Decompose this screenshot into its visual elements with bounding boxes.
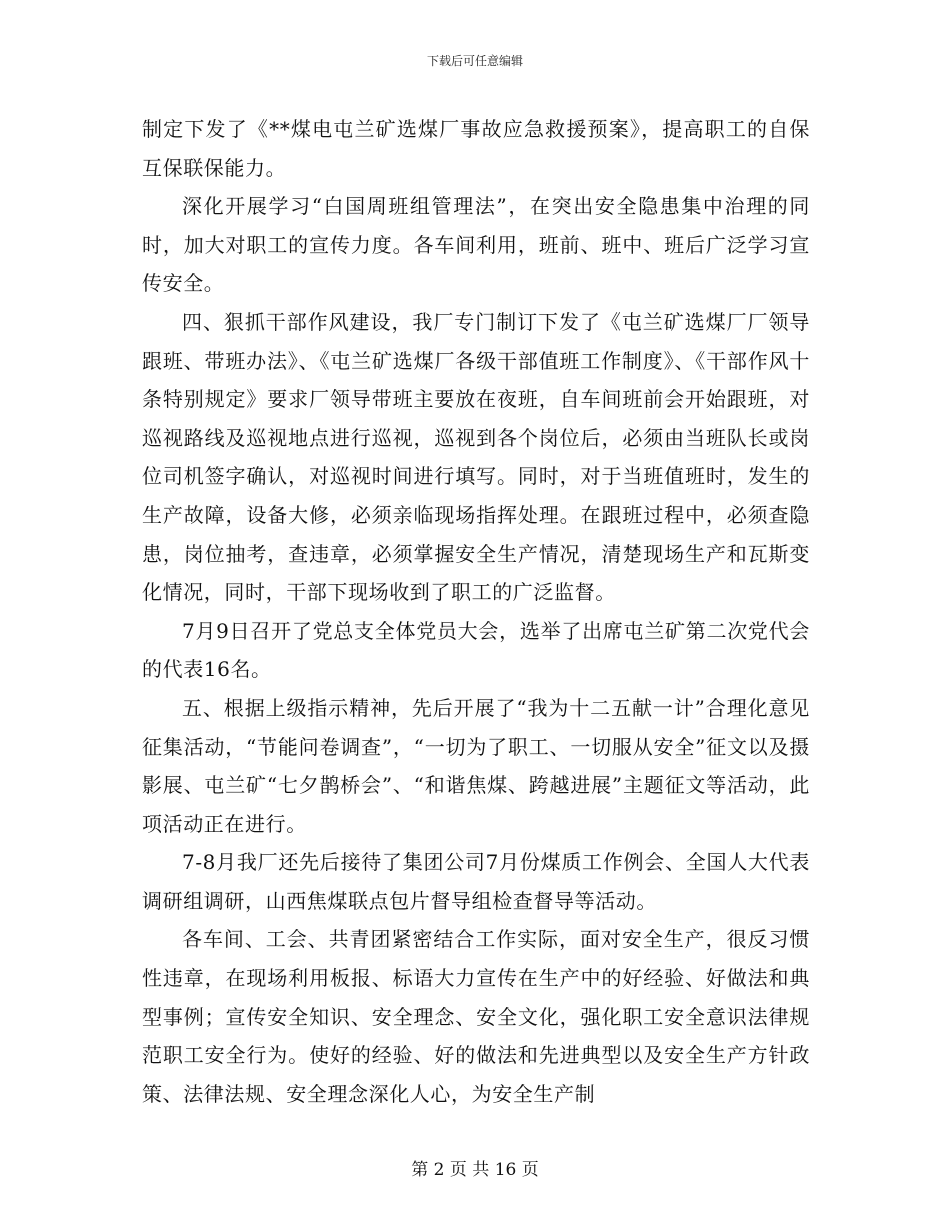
paragraph: 深化开展学习“白国周班组管理法”，在突出安全隐患集中治理的同时，加大对职工的宣传力度。各车间利用，班前、班中、班后广泛学习宣传安全。 [142,194,810,296]
page-number-footer: 第 2 页 共 16 页 [411,1160,539,1180]
paragraph: 四、狠抓干部作风建设，我厂专门制订下发了《屯兰矿选煤厂厂领导跟班、带班办法》、《屯兰矿选煤厂各级干部值班工作制度》、《干部作风十条特别规定》要求厂领导带班主要放在夜班，自车间班前会开始跟班，对巡视路线及巡视地点进行巡视，巡视到各个岗位后，必须由当班队长或岗位司机签字确认，对巡视时间进行填写。同时，对于当班值班时，发生的生产故障，设备大修，必须亲临现场指挥处理。在跟班过程中，必须查隐患，岗位抽考，查违章，必须掌握安全生产情况，清楚现场生产和瓦斯变化情况，同时，干部下现场收到了职工的广泛监督。 [142,309,810,605]
paragraph: 制定下发了《**煤电屯兰矿选煤厂事故应急救援预案》，提高职工的自保互保联保能力。 [142,117,810,180]
paragraph: 五、根据上级指示精神，先后开展了“我为十二五献一计”合理化意见征集活动，“节能问卷调查”，“一切为了职工、一切服从安全”征文以及摄影展、屯兰矿“七夕鹊桥会”、“和谐焦煤、跨越进展”主题征文等活动，此项活动正在进行。 [142,695,810,836]
document-body [142,110,810,1113]
paragraph: 各车间、工会、共青团紧密结合工作实际，面对安全生产，很反习惯性违章，在现场利用板报、标语大力宣传在生产中的好经验、好做法和典型事例；宣传安全知识、安全理念、安全文化，强化职工安全意识法律规范职工安全行为。使好的经验、好的做法和先进典型以及安全生产方针政策、法律法规、安全理念深化人心，为安全生产制 [142,927,810,1106]
page-header: 下载后可任意编辑 [426,54,523,68]
paragraph: 7-8月我厂还先后接待了集团公司7月份煤质工作例会、全国人大代表调研组调研，山西焦煤联点包片督导组检查督导等活动。 [142,850,810,913]
paragraph: 7月9日召开了党总支全体党员大会，选举了出席屯兰矿第二次党代会的代表16名。 [142,618,810,682]
